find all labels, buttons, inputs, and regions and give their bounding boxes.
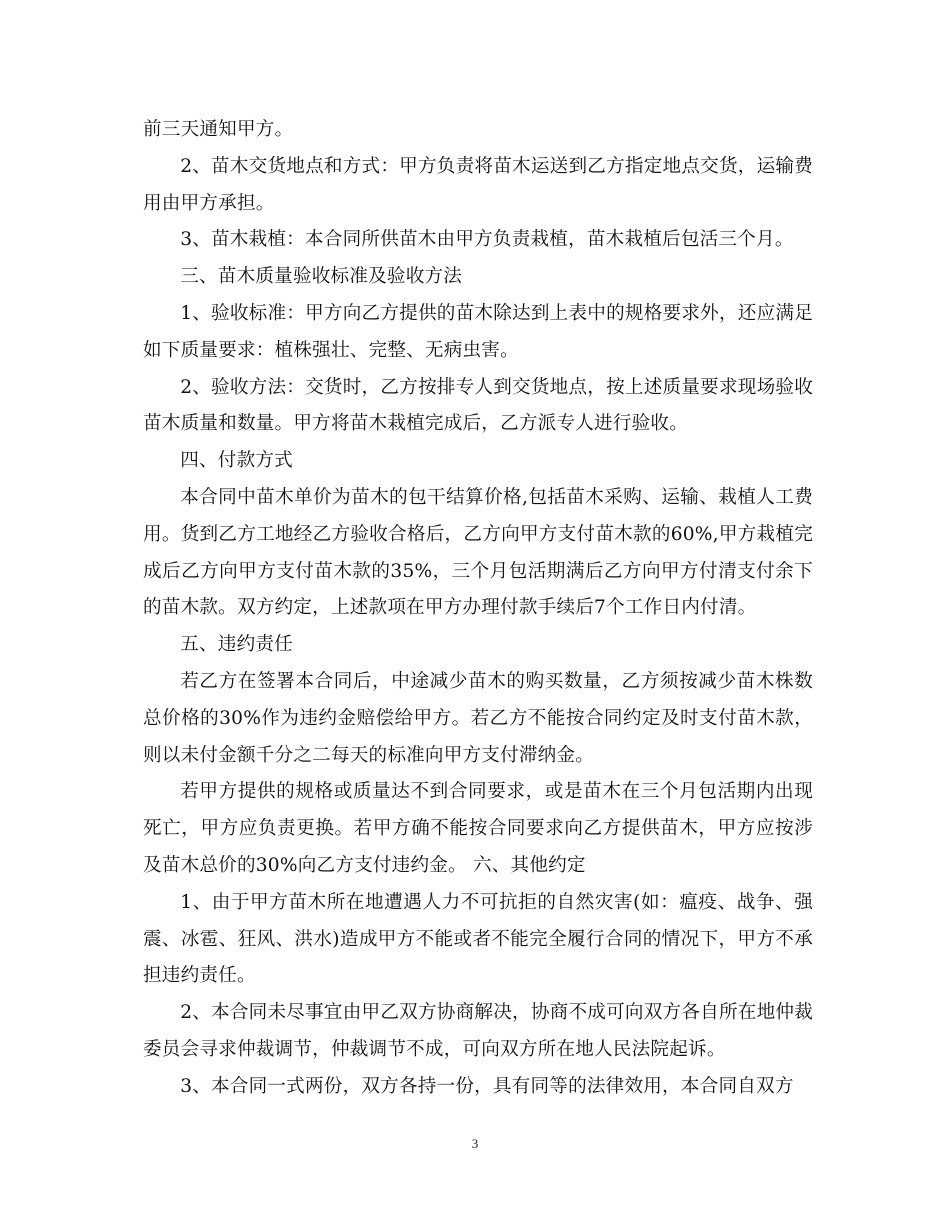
section-heading: 三、苗木质量验收标准及验收方法 [180, 266, 463, 288]
paragraph: 3、本合同一式两份，双方各持一份，具有同等的法律效用，本合同自双方 [180, 1075, 794, 1097]
paragraph: 前三天通知甲方。 [143, 119, 294, 140]
section-heading: 五、违约责任 [180, 634, 293, 656]
paragraph: 若乙方在签署本合同后，中途减少苗木的购买数量，乙方须按减少苗木株数总价格的30%作为违约金赔偿给甲方。若乙方不能按合同约定及时支付苗木款，则以未付金额千分之二每天的标准向甲方支付滞纳金。 [143, 670, 813, 766]
section-heading: 四、付款方式 [180, 450, 293, 472]
document-body [143, 112, 813, 1106]
paragraph: 1、由于甲方苗木所在地遭遇人力不可抗拒的自然灾害(如：瘟疫、战争、强震、冰雹、狂风、洪水)造成甲方不能或者不能完全履行合同的情况下，甲方不承担违约责任。 [143, 891, 813, 987]
paragraph: 3、苗木栽植：本合同所供苗木由甲方负责栽植，苗木栽植后包活三个月。 [180, 229, 794, 251]
paragraph: 2、本合同未尽事宜由甲乙双方协商解决，协商不成可向双方各自所在地仲裁委员会寻求仲裁调节，仲裁调节不成，可向双方所在地人民法院起诉。 [143, 1002, 813, 1060]
paragraph: 若甲方提供的规格或质量达不到合同要求，或是苗木在三个月包活期内出现死亡，甲方应负责更换。若甲方确不能按合同要求向乙方提供苗木，甲方应按涉及苗木总价的30%向乙方支付违约金。 六、其他约定 [143, 781, 813, 876]
paragraph: 2、苗木交货地点和方式：甲方负责将苗木运送到乙方指定地点交货，运输费用由甲方承担。 [143, 155, 813, 214]
paragraph: 1、验收标准：甲方向乙方提供的苗木除达到上表中的规格要求外，还应满足如下质量要求：植株强壮、完整、无病虫害。 [143, 302, 813, 361]
paragraph: 本合同中苗木单价为苗木的包干结算价格,包括苗木采购、运输、栽植人工费用。货到乙方工地经乙方验收合格后，乙方向甲方支付苗木款的60%,甲方栽植完成后乙方向甲方支付苗木款的35%，三个月包活期满后乙方向甲方付清支付余下的苗木款。双方约定，上述款项在甲方办理付款手续后7个工作日内付清。 [143, 486, 813, 619]
paragraph: 2、验收方法：交货时，乙方按排专人到交货地点，按上述质量要求现场验收苗木质量和数量。甲方将苗木栽植完成后，乙方派专人进行验收。 [143, 376, 813, 435]
page-number: 3 [471, 1136, 479, 1151]
